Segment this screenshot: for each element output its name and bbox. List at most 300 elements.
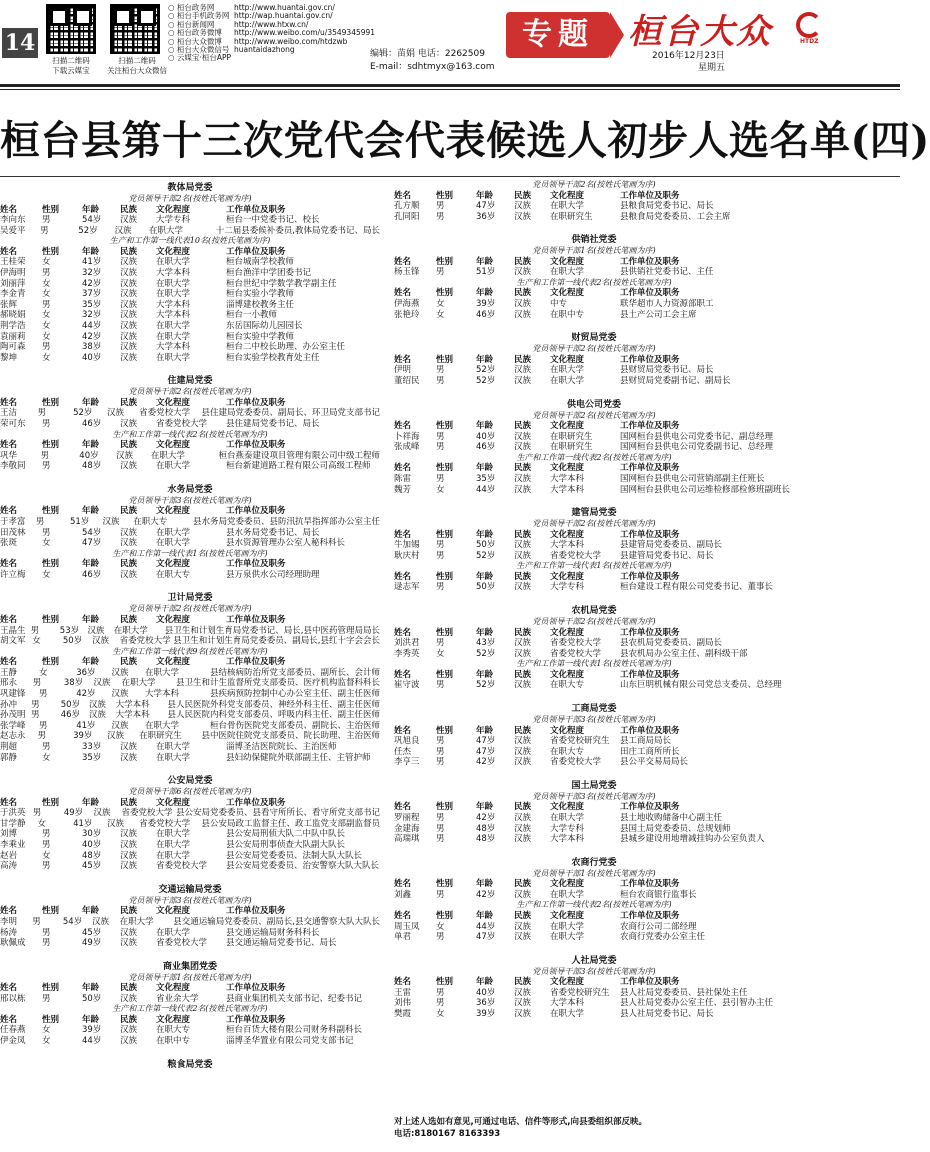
section-subtitle: 党员领导干部2名(按姓氏笔画为序) (532, 180, 656, 189)
table-cell: 汉族 (514, 582, 532, 593)
table-cell: 40岁 (476, 431, 496, 442)
section-title: 住建局党委 (167, 376, 213, 387)
table-cell: 39岁 (82, 1025, 102, 1036)
table-cell: 女 (32, 636, 41, 647)
section-subtitle: 生产和工作第一线代表1名(按姓氏笔画为序) (516, 659, 672, 669)
table-row (0, 226, 380, 237)
table-cell: 县土地收购储备中心副主任 (620, 813, 723, 823)
table-cell: 县中医院住院党支部委员、院长助理、主治医师 (201, 731, 380, 742)
table-cell: 36岁 (476, 998, 496, 1009)
column-header: 姓名 (0, 1014, 18, 1025)
section-subtitle: 生产和工作第一线代表2名(按姓氏笔画为序) (112, 429, 268, 439)
section-subtitle: 生产和工作第一线代表2名(按姓氏笔画为序) (112, 1004, 268, 1014)
column-header: 性别 (42, 204, 60, 215)
table-cell: 胡文军 (0, 636, 26, 647)
table-cell: 男 (42, 927, 51, 938)
column-header: 民族 (514, 421, 532, 432)
column-header: 年龄 (82, 797, 100, 808)
column-header: 民族 (514, 627, 532, 638)
table-cell: 张斑 (0, 538, 18, 549)
column-header: 姓名 (394, 529, 412, 540)
table-cell: 45岁 (82, 861, 102, 872)
table-cell: 在职大学 (156, 752, 191, 763)
spacer (394, 943, 794, 953)
website-link-url[interactable]: http://www.weibo.com/u/3549345991 (234, 28, 376, 38)
table-cell: 汉族 (120, 289, 138, 300)
table-cell: 汉族 (120, 320, 138, 331)
website-link-url[interactable]: http://www.huantai.gov.cn/ (234, 3, 335, 12)
table-cell: 男 (42, 267, 51, 278)
column-header: 民族 (120, 204, 138, 215)
table-cell: 县建管局党委书记、局长 (620, 550, 714, 561)
table-row (394, 267, 794, 278)
table-cell: 在职大学 (119, 916, 154, 927)
table-row (0, 419, 380, 430)
table-cell: 汉族 (514, 431, 532, 442)
table-cell: 在职研究生 (139, 731, 182, 742)
table-row (0, 851, 380, 862)
table-cell: 汉族 (514, 211, 532, 222)
table-row (0, 451, 380, 462)
table-cell: 男 (42, 419, 51, 429)
table-row (394, 582, 794, 593)
table-cell: 巩旭良 (394, 736, 420, 747)
section-subtitle: 生产和工作第一线代表2名(按姓氏笔画为序) (516, 900, 672, 910)
table-cell: 汉族 (120, 352, 138, 363)
column-header: 工作单位及职务 (226, 440, 286, 451)
table-cell: 男 (42, 861, 51, 872)
column-header: 性别 (436, 627, 454, 638)
table-cell: 大学本科 (115, 699, 150, 710)
table-cell: 女 (37, 818, 46, 829)
table-cell: 汉族 (514, 987, 532, 998)
section-subtitle: 党员领导干部3名(按姓氏笔画为序) (532, 966, 656, 976)
qr-code-icon (46, 4, 96, 54)
table-cell: 县粮食局党委书记、局长 (620, 201, 714, 212)
column-header: 年龄 (476, 463, 494, 474)
table-cell: 县交通运输局党委书记、局长 (226, 938, 337, 949)
table-cell: 30岁 (82, 829, 102, 840)
table-cell: 汉族 (111, 720, 129, 731)
table-cell: 陈雷 (394, 473, 412, 484)
section-title: 粮食局党委 (167, 1059, 213, 1070)
table-cell: 汉族 (514, 757, 532, 768)
table-cell: 县水资源管理办公室人秘科科长 (226, 538, 346, 549)
table-row (394, 813, 794, 824)
table-cell: 男 (436, 473, 445, 484)
column-header: 民族 (514, 190, 532, 201)
table-cell: 46岁 (476, 442, 496, 453)
table-cell: 伊海燕 (394, 299, 420, 310)
table-cell: 陶可森 (0, 342, 26, 353)
section-title: 卫计局党委 (167, 593, 213, 604)
table-cell: 大学本科 (550, 484, 585, 495)
column-header: 民族 (514, 354, 532, 365)
table-cell: 在职大学 (156, 850, 191, 861)
table-cell: 在职大专 (550, 746, 585, 757)
table-cell: 王雷 (394, 987, 412, 998)
table-cell: 杨玉锋 (394, 267, 420, 278)
column-header: 姓名 (0, 983, 18, 994)
section-tag: 专题 (506, 12, 610, 58)
table-cell: 男 (37, 731, 46, 742)
table-row (0, 321, 380, 332)
table-cell: 汉族 (514, 889, 532, 900)
column-header: 工作单位及职务 (226, 1014, 286, 1025)
table-cell: 50岁 (476, 540, 496, 551)
table-cell: 省委党校大学 (550, 757, 602, 768)
table-row (0, 829, 380, 840)
table-cell: 桓台骨伤医院党支部委员、副院长、主治医师 (210, 720, 381, 731)
table-row (0, 861, 380, 872)
table-cell: 汉族 (120, 861, 138, 872)
column-header: 姓名 (0, 657, 18, 668)
table-cell: 男 (436, 375, 445, 386)
table-cell: 刘鑫 (394, 889, 412, 900)
table-cell: 在职大学 (144, 720, 179, 731)
table-cell: 桓台实验学校教育处主任 (226, 352, 320, 363)
table-header (0, 1015, 380, 1026)
table-cell: 汉族 (102, 516, 120, 527)
table-cell: 汉族 (106, 731, 124, 742)
table-cell: 女 (42, 257, 51, 268)
table-cell: 大学本科 (156, 310, 191, 321)
table-cell: 42岁 (476, 813, 496, 823)
website-links (168, 4, 375, 63)
table-row (0, 808, 380, 819)
table-cell: 县人社局党委书记、局长 (620, 1009, 714, 1020)
table-cell: 44岁 (476, 921, 496, 932)
table-cell: 汉族 (111, 667, 129, 678)
column-header: 工作单位及职务 (620, 256, 680, 267)
table-cell: 女 (42, 850, 51, 861)
table-cell: 汉族 (120, 829, 138, 840)
spacer (394, 845, 794, 855)
column-header: 工作单位及职务 (620, 463, 680, 474)
column-header: 年龄 (476, 529, 494, 540)
table-cell: 42岁 (82, 331, 102, 342)
column-header: 民族 (514, 725, 532, 736)
table-cell: 汉族 (120, 1025, 138, 1036)
column-header: 民族 (514, 669, 532, 680)
table-cell: 县公安局刑侦大队二中队中队长 (226, 829, 346, 840)
table-header (0, 440, 380, 451)
table-cell: 省委党校大学 (550, 648, 602, 659)
column-header: 工作单位及职务 (226, 506, 286, 517)
table-cell: 汉族 (514, 823, 532, 834)
table-cell: 汉族 (514, 442, 532, 453)
column-header: 民族 (120, 1014, 138, 1025)
table-cell: 汉族 (87, 625, 105, 636)
column-header: 姓名 (394, 627, 412, 638)
brand-logo-icon (796, 12, 822, 38)
column-header: 性别 (436, 725, 454, 736)
table-cell: 汉族 (92, 636, 110, 647)
table-cell: 县国土局党委委员、总规划师 (620, 823, 731, 834)
table-cell: 汉族 (120, 538, 138, 549)
column-header: 民族 (514, 529, 532, 540)
website-link-name: ○ 桓台政务微博 (168, 29, 234, 37)
table-row (394, 932, 794, 943)
column-header: 工作单位及职务 (226, 983, 286, 994)
table-cell: 桓台二中校长助理、办公室主任 (226, 342, 346, 353)
table-cell: 县工商局局长 (620, 736, 672, 747)
table-header (394, 355, 794, 366)
table-cell: 县农机局办公室主任、副科级干部 (620, 648, 748, 659)
table-cell: 男 (436, 746, 445, 757)
column-header: 年龄 (476, 879, 494, 890)
table-row (0, 731, 380, 742)
divider (0, 89, 900, 90)
table-cell: 汉族 (106, 818, 124, 829)
table-row (0, 570, 380, 581)
table-cell: 县水务局党委委员、县防汛抗旱指挥部办公室主任 (192, 516, 380, 527)
table-cell: 44岁 (82, 320, 102, 331)
table-cell: 汉族 (120, 840, 138, 851)
table-cell: 省委党校研究生 (550, 987, 610, 998)
section-title: 人社局党委 (571, 955, 617, 966)
table-cell: 桓台燕泰建设项目管理有限公司中级工程师 (218, 450, 380, 461)
column-header: 年龄 (476, 725, 494, 736)
table-cell: 王洁 (0, 408, 18, 419)
table-cell: 男 (32, 808, 42, 819)
table-cell: 男 (42, 461, 51, 472)
table-cell: 54岁 (82, 527, 102, 538)
column-header: 文化程度 (550, 879, 585, 890)
table-header (394, 977, 794, 988)
table-row (0, 300, 380, 311)
table-row (0, 710, 380, 721)
table-cell: 46岁 (82, 419, 102, 429)
spacer (0, 763, 380, 773)
column-header: 文化程度 (156, 204, 191, 215)
table-cell: 桓台城南学校教师 (226, 257, 295, 268)
table-cell: 男 (42, 299, 51, 310)
column-header: 工作单位及职务 (620, 627, 680, 638)
table-cell: 桓台一小教师 (226, 310, 278, 321)
column-header: 姓名 (394, 910, 412, 921)
table-cell: 48岁 (82, 850, 102, 861)
table-cell: 耿佩成 (0, 938, 26, 949)
table-cell: 伊海明 (0, 267, 26, 278)
table-cell: 王晶生 (0, 625, 26, 636)
table-cell: 52岁 (476, 680, 496, 691)
column-header: 年龄 (82, 559, 100, 570)
website-link-url[interactable]: http://www.weibo.com/htdzwb (234, 36, 348, 46)
table-cell: 高涛 (0, 861, 18, 872)
column-header: 文化程度 (156, 440, 191, 451)
column-header: 姓名 (0, 614, 18, 625)
table-cell: 在职大学 (550, 889, 585, 900)
table-cell: 大学本科 (115, 710, 150, 721)
table-cell: 在职大学 (156, 927, 191, 938)
table-cell: 女 (436, 309, 445, 320)
table-row (0, 517, 380, 528)
table-cell: 汉族 (116, 450, 134, 461)
table-cell: 县人社局党委委员、县社保处主任 (620, 987, 748, 998)
table-row (394, 922, 794, 933)
table-cell: 50岁 (62, 636, 83, 647)
table-cell: 38岁 (82, 342, 102, 353)
table-cell: 男 (42, 993, 51, 1004)
table-cell: 男 (436, 932, 445, 943)
table-header (394, 288, 794, 299)
table-cell: 省委党校研究生 (550, 736, 610, 747)
table-header (394, 530, 794, 541)
website-link-url[interactable]: huantaidazhong (234, 45, 295, 55)
column-header: 性别 (42, 983, 60, 994)
table-cell: 省委党校大学 (119, 636, 171, 647)
website-link-name: ○ 桓台大众微信号 (168, 46, 234, 54)
table-row (0, 917, 380, 928)
column-header: 工作单位及职务 (620, 802, 680, 813)
table-cell: 女 (436, 921, 445, 932)
table-cell: 县财贸局党委书记、局长 (620, 365, 714, 376)
column-header: 民族 (120, 614, 138, 625)
table-cell: 县公安局刑事侦查大队副大队长 (226, 840, 346, 851)
table-cell: 男 (436, 889, 445, 900)
section-subtitle: 生产和工作第一线代表2名(按姓氏笔画为序) (516, 452, 672, 462)
table-cell: 48岁 (476, 834, 496, 845)
section-subtitle: 党员领导干部2名(按姓氏笔画为序) (532, 344, 656, 354)
table-cell: 54岁 (62, 916, 83, 927)
table-cell: 桓台建设工程有限公司党委书记、董事长 (620, 582, 774, 593)
table-row (0, 700, 380, 711)
column-header: 民族 (514, 802, 532, 813)
table-cell: 桓台实验中学教师 (226, 331, 295, 342)
table-cell: 在职大学 (550, 921, 585, 932)
table-cell: 39岁 (476, 299, 496, 310)
table-cell: 男 (42, 829, 51, 840)
table-cell: 汉族 (514, 309, 532, 320)
editor-info (370, 48, 495, 74)
column-header: 工作单位及职务 (620, 190, 680, 201)
table-cell: 吴爱平 (0, 225, 26, 236)
table-cell: 荆超 (0, 741, 18, 752)
column-header: 性别 (42, 906, 60, 917)
website-link-url[interactable]: http://www.htxw.cn/ (234, 19, 309, 29)
table-cell: 樊霞 (394, 1009, 412, 1020)
table-cell: 省委党校大学 (139, 408, 191, 419)
table-cell: 女 (42, 538, 51, 549)
table-cell: 十二届县委候补委员,教体局党委书记、局长 (215, 225, 380, 236)
section-subtitle: 党员领导干部6名(按姓氏笔画为序) (128, 787, 252, 797)
section-subtitle: 党员领导干部2名(按姓氏笔画为序) (532, 617, 656, 627)
table-cell: 男 (436, 736, 445, 747)
column-header: 年龄 (476, 421, 494, 432)
table-cell: 孔方顺 (394, 201, 420, 212)
spacer (0, 949, 380, 959)
table-cell: 汉族 (120, 461, 138, 472)
email-line: E-mail：sdhtmyx@163.com (370, 62, 495, 72)
table-row (0, 819, 380, 830)
table-cell: 男 (436, 365, 445, 376)
table-cell: 李亨三 (394, 757, 420, 768)
table-row (394, 757, 794, 768)
column-header: 姓名 (394, 669, 412, 680)
table-cell: 49岁 (82, 938, 102, 949)
table-row (0, 257, 380, 268)
page-number: 14 (2, 28, 38, 58)
table-cell: 汉族 (514, 736, 532, 747)
website-link-name: ○ 桓台大众微博 (168, 38, 234, 46)
column-header: 姓名 (0, 906, 18, 917)
table-cell: 46岁 (60, 710, 81, 721)
column-header: 工作单位及职务 (620, 421, 680, 432)
date-text: 2016年12月23日 (652, 51, 725, 61)
table-cell: 男 (32, 916, 41, 927)
table-cell: 汉族 (120, 215, 138, 226)
table-row (0, 678, 380, 689)
feedback-notice (394, 1116, 647, 1140)
table-cell: 在职研究生 (550, 211, 593, 222)
table-cell: 41岁 (76, 720, 96, 731)
issue-date (652, 50, 725, 74)
column-header: 性别 (436, 910, 454, 921)
section-subtitle: 党员领导干部3名(按姓氏笔画为序) (128, 895, 252, 905)
table-header (0, 559, 380, 570)
column-header: 年龄 (82, 204, 100, 215)
section-subtitle: 生产和工作第一线代表1名(按姓氏笔画为序) (112, 548, 268, 558)
column-header: 年龄 (476, 571, 494, 582)
table-cell: 46岁 (82, 569, 102, 580)
column-header: 民族 (120, 906, 138, 917)
table-cell: 省委党校大学 (121, 808, 173, 819)
table-cell: 32岁 (82, 267, 102, 278)
column-header: 文化程度 (550, 977, 585, 988)
table-cell: 50岁 (476, 582, 496, 593)
table-cell: 53岁 (59, 625, 80, 636)
table-cell: 女 (42, 310, 51, 321)
brand-logo-text: 桓台大众 (628, 12, 772, 52)
table-row (0, 668, 380, 679)
column-header: 工作单位及职务 (620, 354, 680, 365)
table-cell: 农商行党委办公室主任 (620, 932, 706, 943)
column-header: 文化程度 (156, 1014, 191, 1025)
column-header: 民族 (120, 397, 138, 408)
table-row (0, 461, 380, 472)
table-cell: 卜祥海 (394, 431, 420, 442)
table-cell: 女 (436, 648, 445, 659)
table-cell: 52岁 (476, 648, 496, 659)
column-header: 民族 (514, 256, 532, 267)
table-cell: 汉族 (514, 746, 532, 757)
table-cell: 县公平交易局局长 (620, 757, 689, 768)
column-header: 文化程度 (550, 627, 585, 638)
website-link-url[interactable]: http://wap.huantai.gov.cn/ (234, 11, 333, 21)
column-header: 性别 (436, 669, 454, 680)
spacer (394, 495, 794, 505)
table-header (394, 421, 794, 432)
table-cell: 省委党校大学 (156, 419, 208, 429)
table-row (394, 551, 794, 562)
column-header: 姓名 (0, 559, 18, 570)
column-header: 文化程度 (156, 559, 191, 570)
table-cell: 男 (436, 987, 445, 998)
table-row (394, 474, 794, 485)
spacer (0, 872, 380, 882)
table-cell: 县粮食局党委委员、工会主席 (620, 211, 731, 222)
table-cell: 男 (436, 638, 445, 649)
spacer (394, 320, 794, 330)
column-header: 姓名 (394, 288, 412, 299)
column-header: 工作单位及职务 (226, 204, 286, 215)
section-title: 水务局党委 (167, 484, 213, 495)
table-row (0, 994, 380, 1005)
table-cell: 任杰 (394, 746, 412, 757)
table-row (394, 834, 794, 845)
table-cell: 男 (39, 689, 48, 699)
